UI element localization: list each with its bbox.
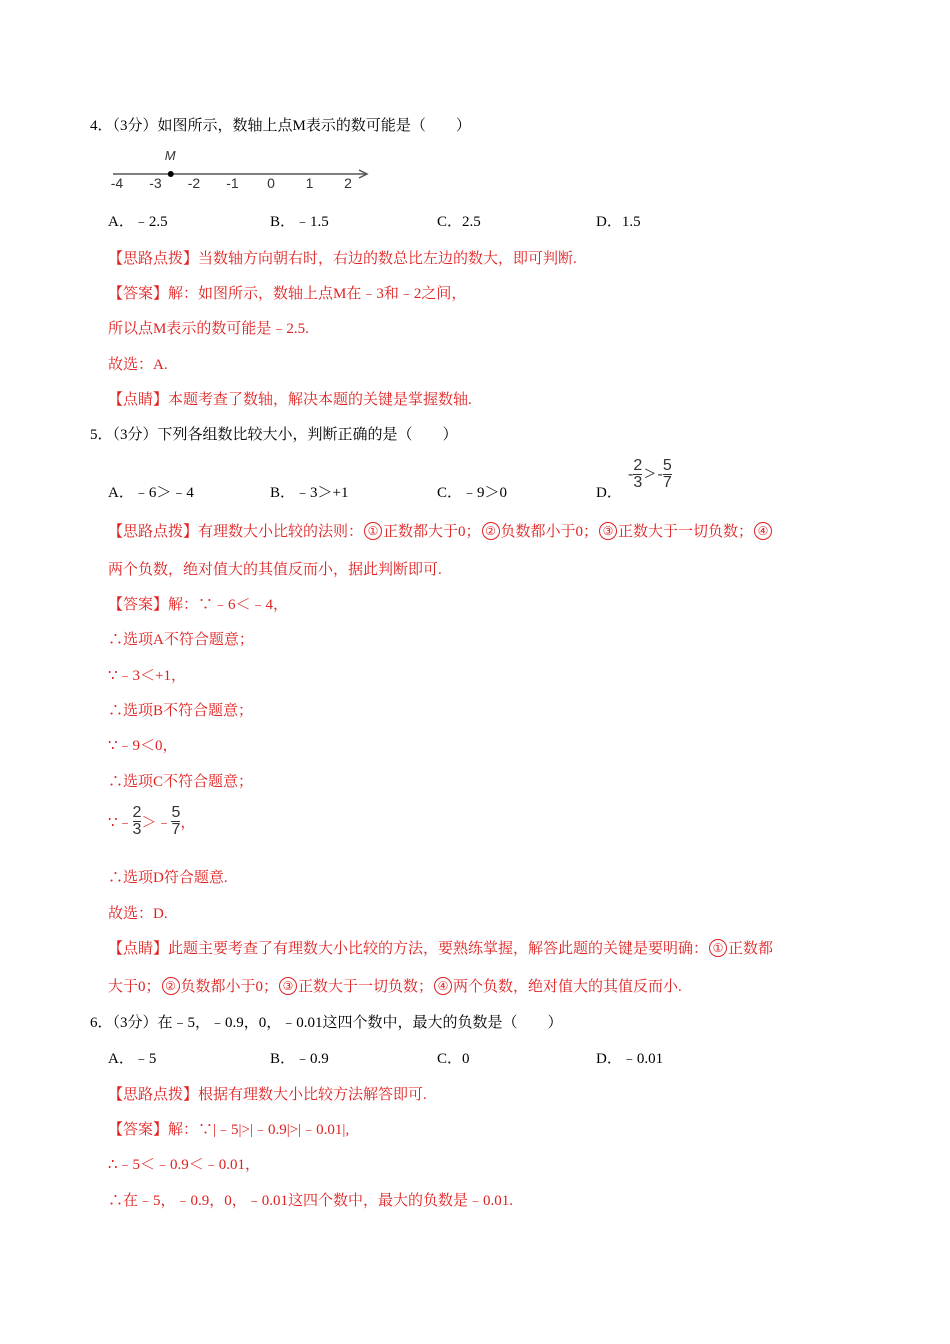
q5-optd-relation: >	[644, 463, 656, 485]
q6-option-a: A．﹣5	[108, 1051, 157, 1067]
q4-option-a: A．﹣2.5	[108, 214, 168, 230]
q5-comment-line2: 大于0； ② 负数都小于0； ③ 正数大于一切负数； ④ 两个负数，绝对值大的其值反而小.	[108, 979, 682, 995]
q5-step-d: ∵﹣ $\frac{2}{3}$ ＞﹣ $\frac{5}{7}$ ，	[108, 804, 196, 838]
q6-answer-line1: 【答案】解：∵|﹣5|>|﹣0.9|>|﹣0.01|,	[108, 1122, 350, 1138]
number-line-tick-label: 2	[344, 175, 352, 191]
q4-stem: 4．（3分）如图所示，数轴上点M表示的数可能是（ ）	[90, 118, 471, 134]
q5-option-a: A．﹣6＞﹣4	[108, 485, 194, 501]
number-line-tick-label: -2	[187, 175, 201, 191]
circled-3-icon: ③	[279, 977, 297, 995]
q5-option-d: D．	[596, 485, 622, 501]
q5-stepd-fraction2: $\frac{5}{7}$	[171, 804, 181, 838]
q6-answer-line2: ∴﹣5＜﹣0.9＜﹣0.01，	[108, 1157, 261, 1173]
point-m-label: M	[164, 148, 176, 163]
q5-optd-den1: 3	[633, 474, 643, 491]
q5-step-4: ∴选项B不符合题意；	[108, 703, 254, 719]
q5-step-5: ∵﹣9＜0，	[108, 738, 178, 754]
q5-option-d-expression	[628, 458, 672, 491]
q5-stepd-fraction1: $\frac{2}{3}$	[132, 804, 142, 838]
q5-optd-minus2: -	[657, 465, 663, 483]
circled-2-icon: ②	[482, 522, 500, 540]
q5-optd-den2: 7	[662, 474, 672, 491]
q6-hint: 【思路点拨】根据有理数大小比较方法解答即可.	[108, 1087, 427, 1103]
number-line-tick-label: -4	[110, 175, 124, 191]
number-line-tick-label: 1	[305, 175, 314, 191]
q5-optd-fraction1	[633, 458, 642, 491]
q6-option-d: D．﹣0.01	[596, 1051, 664, 1067]
q5-step-d2: ∴选项D符合题意.	[108, 870, 228, 886]
q5-comment-line1: 【点睛】此题主要考查了有理数大小比较的方法，要熟练掌握，解答此题的关键是要明确： ① 正数都	[108, 941, 774, 957]
q5-optd-num2: 5	[662, 457, 672, 474]
q4-option-d: D．1.5	[596, 214, 641, 230]
q4-option-b: B．﹣1.5	[270, 214, 329, 230]
q5-stem: 5．（3分）下列各组数比较大小，判断正确的是（ ）	[90, 427, 458, 443]
q5-optd-minus1: -	[628, 465, 634, 483]
number-line	[105, 146, 375, 192]
q5-step-1: 【答案】解：∵﹣6＜﹣4，	[108, 597, 289, 613]
circled-4-icon: ④	[434, 977, 452, 995]
number-line-tick-label: -1	[226, 175, 239, 191]
q5-hint-line1: 【思路点拨】有理数大小比较的法则： ① 正数都大于0； ② 负数都小于0； ③ 正数大于一切负数； ④	[108, 522, 773, 542]
circled-1-icon: ①	[709, 939, 727, 957]
q5-optd-num1: 2	[633, 457, 643, 474]
q4-answer-line2: 所以点M表示的数可能是﹣2.5.	[108, 321, 309, 337]
q5-option-b: B．﹣3＞+1	[270, 485, 349, 501]
q4-answer-line1: 【答案】解：如图所示，数轴上点M在﹣3和﹣2之间，	[108, 286, 467, 302]
q6-option-c: C．0	[437, 1051, 470, 1067]
q5-optd-fraction2	[663, 458, 672, 491]
circled-2-icon: ②	[162, 977, 180, 995]
q5-step-2: ∴选项A不符合题意；	[108, 632, 254, 648]
circled-4-icon: ④	[754, 522, 772, 540]
q4-comment: 【点睛】本题考查了数轴，解决本题的关键是掌握数轴.	[108, 392, 472, 408]
q6-stem: 6．（3分）在﹣5，﹣0.9，0，﹣0.01这四个数中，最大的负数是（ ）	[90, 1015, 563, 1031]
q4-option-c: C．2.5	[437, 214, 481, 230]
q5-option-c: C．﹣9＞0	[437, 485, 508, 501]
q5-step-6: ∴选项C不符合题意；	[108, 774, 254, 790]
number-line-tick-label: -3	[149, 175, 162, 191]
point-m	[168, 171, 174, 177]
q5-step-3: ∵﹣3＜+1，	[108, 668, 187, 684]
number-line-tick-label: 0	[267, 175, 275, 191]
q5-choice: 故选：D.	[108, 906, 168, 922]
q5-hint-line2: 两个负数，绝对值大的其值反而小，据此判断即可.	[108, 562, 442, 578]
circled-1-icon: ①	[364, 522, 382, 540]
q4-choice: 故选：A.	[108, 357, 168, 373]
q6-answer-line3: ∴在﹣5，﹣0.9，0，﹣0.01这四个数中，最大的负数是﹣0.01.	[108, 1193, 514, 1209]
q6-option-b: B．﹣0.9	[270, 1051, 329, 1067]
q4-hint: 【思路点拨】当数轴方向朝右时，右边的数总比左边的数大，即可判断.	[108, 251, 577, 267]
circled-3-icon: ③	[599, 522, 617, 540]
